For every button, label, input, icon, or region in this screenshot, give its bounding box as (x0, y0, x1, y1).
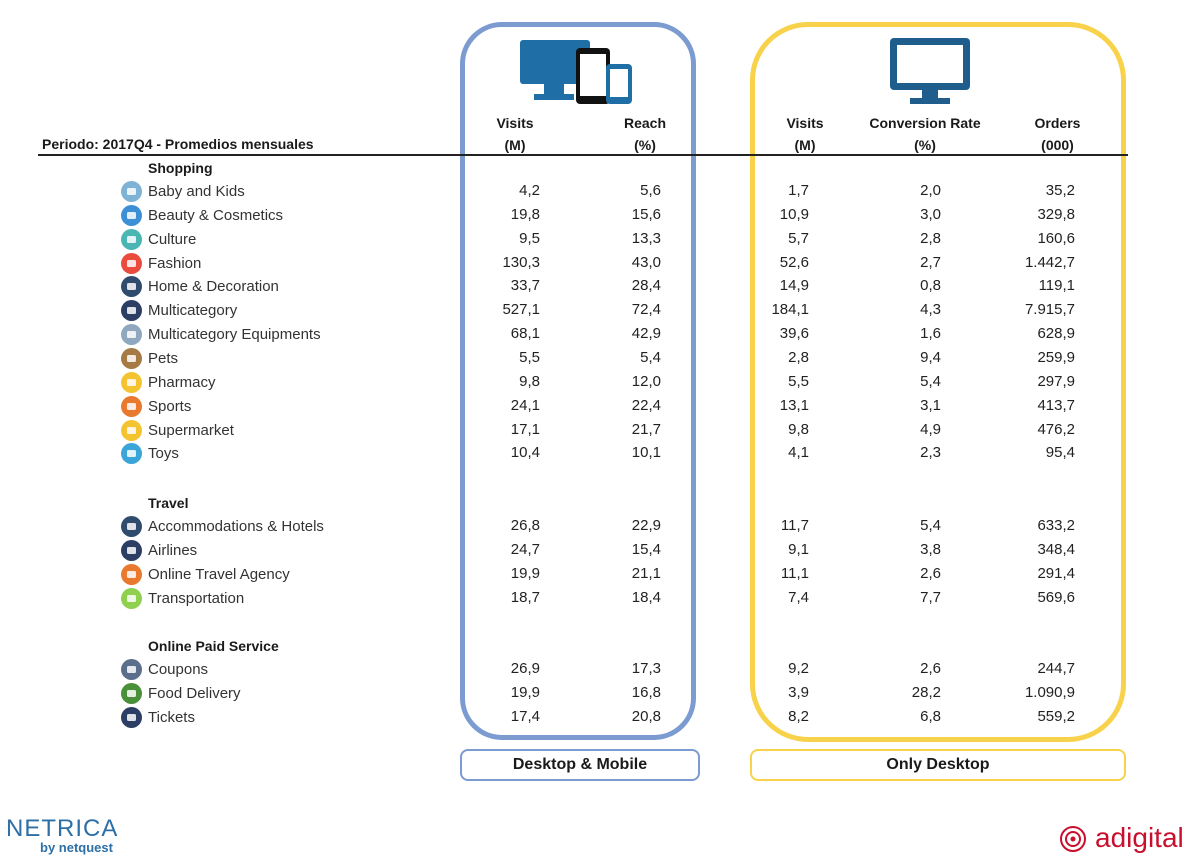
cell-value: 1.090,9 (1024, 684, 1075, 701)
cell-value: 15,6 (631, 206, 661, 223)
fashion-icon (121, 253, 142, 274)
row-category-name: Coupons (148, 661, 209, 678)
only-desktop-label: Only Desktop (750, 749, 1126, 781)
cell-value: 527,1 (502, 301, 540, 318)
table-row (0, 420, 1200, 442)
row-category-name: Online Travel Agency (148, 566, 290, 583)
row-category-name: Beauty & Cosmetics (148, 207, 284, 224)
netrica-logo: NETRICA (6, 815, 119, 842)
cell-value: 13,1 (779, 397, 809, 414)
row-category-name: Toys (148, 445, 179, 462)
row-category-name: Culture (148, 231, 197, 248)
cell-value: 18,7 (510, 589, 540, 606)
cell-value: 9,8 (519, 373, 540, 390)
table-row (0, 707, 1200, 729)
cell-value: 42,9 (631, 325, 661, 342)
cell-value: 413,7 (1037, 397, 1075, 414)
desktop-icon (888, 36, 972, 106)
cell-value: 4,2 (519, 182, 540, 199)
cell-value: 4,1 (788, 444, 809, 461)
cell-value: 21,1 (631, 565, 661, 582)
table-row (0, 372, 1200, 394)
cell-value: 16,8 (631, 684, 661, 701)
cell-value: 26,9 (510, 660, 540, 677)
cell-value: 3,9 (788, 684, 809, 701)
home-icon (121, 276, 142, 297)
cell-value: 348,4 (1037, 541, 1075, 558)
cell-value: 35,2 (1045, 182, 1075, 199)
cell-value: 3,8 (920, 541, 941, 558)
row-category-name: Multicategory (148, 302, 238, 319)
cell-value: 18,4 (631, 589, 661, 606)
cell-value: 15,4 (631, 541, 661, 558)
cell-value: 9,4 (920, 349, 941, 366)
beauty-icon (121, 205, 142, 226)
cell-value: 5,5 (788, 373, 809, 390)
cell-value: 5,7 (788, 230, 809, 247)
adigital-logo-icon (1058, 824, 1088, 854)
cell-value: 119,1 (1038, 277, 1075, 294)
cell-value: 6,8 (920, 708, 941, 725)
cell-value: 5,4 (640, 349, 661, 366)
cell-value: 3,1 (920, 397, 941, 414)
row-category-name: Baby and Kids (148, 183, 245, 200)
cell-value: 9,1 (788, 541, 809, 558)
cell-value: 22,9 (631, 517, 661, 534)
cell-value: 184,1 (771, 301, 809, 318)
cell-value: 2,8 (920, 230, 941, 247)
cell-value: 4,3 (920, 301, 941, 318)
sports-icon (121, 396, 142, 417)
cell-value: 9,2 (788, 660, 809, 677)
cell-value: 130,3 (502, 254, 540, 271)
cell-value: 244,7 (1037, 660, 1075, 677)
table-row (0, 253, 1200, 275)
table-row (0, 564, 1200, 586)
adigital-logo: adigital (1095, 822, 1184, 853)
cell-value: 5,4 (920, 517, 941, 534)
cell-value: 2,3 (920, 444, 941, 461)
cell-value: 5,6 (640, 182, 661, 199)
multicategory-icon (121, 300, 142, 321)
row-category-name: Tickets (148, 709, 195, 726)
cell-value: 329,8 (1037, 206, 1075, 223)
cell-value: 19,9 (510, 684, 540, 701)
cell-value: 17,3 (631, 660, 661, 677)
cell-value: 2,6 (920, 660, 941, 677)
cell-value: 26,8 (510, 517, 540, 534)
baby-icon (121, 181, 142, 202)
netquest-logo: by netquest (40, 840, 113, 855)
header-d-orders: Orders (000) (1034, 115, 1081, 153)
table-row (0, 229, 1200, 251)
period-label: Periodo: 2017Q4 - Promedios mensuales (42, 136, 314, 152)
cell-value: 72,4 (631, 301, 661, 318)
cell-value: 10,9 (779, 206, 809, 223)
cell-value: 7,7 (920, 589, 941, 606)
cell-value: 1,6 (920, 325, 941, 342)
table-row (0, 348, 1200, 370)
cell-value: 259,9 (1037, 349, 1075, 366)
cell-value: 2,0 (920, 182, 941, 199)
table-row (0, 396, 1200, 418)
cell-value: 7,4 (788, 589, 809, 606)
cell-value: 2,7 (920, 254, 941, 271)
table-row (0, 181, 1200, 203)
section-title: Shopping (148, 160, 213, 176)
cell-value: 43,0 (631, 254, 661, 271)
cell-value: 7.915,7 (1024, 301, 1075, 318)
cell-value: 9,8 (788, 421, 809, 438)
pharmacy-icon (121, 372, 142, 393)
cell-value: 33,7 (510, 277, 540, 294)
header-dm-visits: Visits (M) (496, 115, 534, 153)
cell-value: 569,6 (1037, 589, 1075, 606)
row-category-name: Food Delivery (148, 685, 241, 702)
table-row (0, 683, 1200, 705)
cell-value: 24,7 (510, 541, 540, 558)
cell-value: 1.442,7 (1024, 254, 1075, 271)
row-category-name: Pets (148, 350, 179, 367)
cell-value: 21,7 (631, 421, 661, 438)
cell-value: 20,8 (631, 708, 661, 725)
cell-value: 13,3 (631, 230, 661, 247)
cart-icon (121, 420, 142, 441)
table-row (0, 300, 1200, 322)
hotel-icon (121, 516, 142, 537)
row-category-name: Multicategory Equipments (148, 326, 321, 343)
cell-value: 19,8 (510, 206, 540, 223)
bus-icon (121, 588, 142, 609)
row-category-name: Sports (148, 398, 192, 415)
row-category-name: Accommodations & Hotels (148, 518, 324, 535)
table-row (0, 588, 1200, 610)
table-row (0, 324, 1200, 346)
cell-value: 2,6 (920, 565, 941, 582)
cell-value: 297,9 (1037, 373, 1075, 390)
table-row (0, 276, 1200, 298)
cell-value: 2,8 (788, 349, 809, 366)
row-category-name: Fashion (148, 255, 202, 272)
cell-value: 11,7 (780, 517, 809, 534)
table-row (0, 443, 1200, 465)
cell-value: 1,7 (788, 182, 809, 199)
toys-icon (121, 443, 142, 464)
row-category-name: Transportation (148, 590, 245, 607)
row-category-name: Pharmacy (148, 374, 216, 391)
table-row (0, 540, 1200, 562)
cell-value: 22,4 (631, 397, 661, 414)
table-row (0, 205, 1200, 227)
table-row (0, 516, 1200, 538)
header-d-visits: Visits (M) (786, 115, 824, 153)
header-divider (38, 154, 1128, 156)
section-title: Travel (148, 495, 189, 511)
cell-value: 17,1 (510, 421, 540, 438)
cell-value: 3,0 (920, 206, 941, 223)
cell-value: 68,1 (510, 325, 540, 342)
cell-value: 52,6 (779, 254, 809, 271)
culture-icon (121, 229, 142, 250)
cell-value: 160,6 (1037, 230, 1075, 247)
cell-value: 19,9 (510, 565, 540, 582)
cell-value: 633,2 (1037, 517, 1075, 534)
header-d-conversion: Conversion Rate (%) (869, 115, 981, 153)
tickets-icon (121, 707, 142, 728)
section-title: Online Paid Service (148, 638, 279, 654)
row-category-name: Supermarket (148, 422, 234, 439)
cell-value: 28,4 (631, 277, 661, 294)
cell-value: 8,2 (788, 708, 809, 725)
ticket-icon (121, 564, 142, 585)
equipment-icon (121, 324, 142, 345)
cell-value: 24,1 (510, 397, 540, 414)
cell-value: 9,5 (519, 230, 540, 247)
header-dm-reach: Reach (%) (623, 115, 667, 153)
multi-device-icon (518, 38, 636, 106)
cell-value: 291,4 (1037, 565, 1075, 582)
cell-value: 28,2 (911, 684, 941, 701)
cell-value: 559,2 (1037, 708, 1075, 725)
table-row (0, 659, 1200, 681)
row-category-name: Airlines (148, 542, 198, 559)
cell-value: 12,0 (631, 373, 661, 390)
cell-value: 5,5 (519, 349, 540, 366)
cell-value: 4,9 (920, 421, 941, 438)
cell-value: 5,4 (920, 373, 941, 390)
cell-value: 11,1 (780, 565, 809, 582)
desktop-mobile-label: Desktop & Mobile (460, 749, 700, 781)
cell-value: 10,1 (631, 444, 661, 461)
cell-value: 0,8 (920, 277, 941, 294)
cell-value: 95,4 (1045, 444, 1075, 461)
pets-icon (121, 348, 142, 369)
airplane-icon (121, 540, 142, 561)
cell-value: 14,9 (779, 277, 809, 294)
food-delivery-icon (121, 683, 142, 704)
cell-value: 628,9 (1037, 325, 1075, 342)
cell-value: 10,4 (510, 444, 540, 461)
row-category-name: Home & Decoration (148, 278, 279, 295)
cell-value: 39,6 (779, 325, 809, 342)
coupon-icon (121, 659, 142, 680)
cell-value: 17,4 (510, 708, 540, 725)
cell-value: 476,2 (1037, 421, 1075, 438)
